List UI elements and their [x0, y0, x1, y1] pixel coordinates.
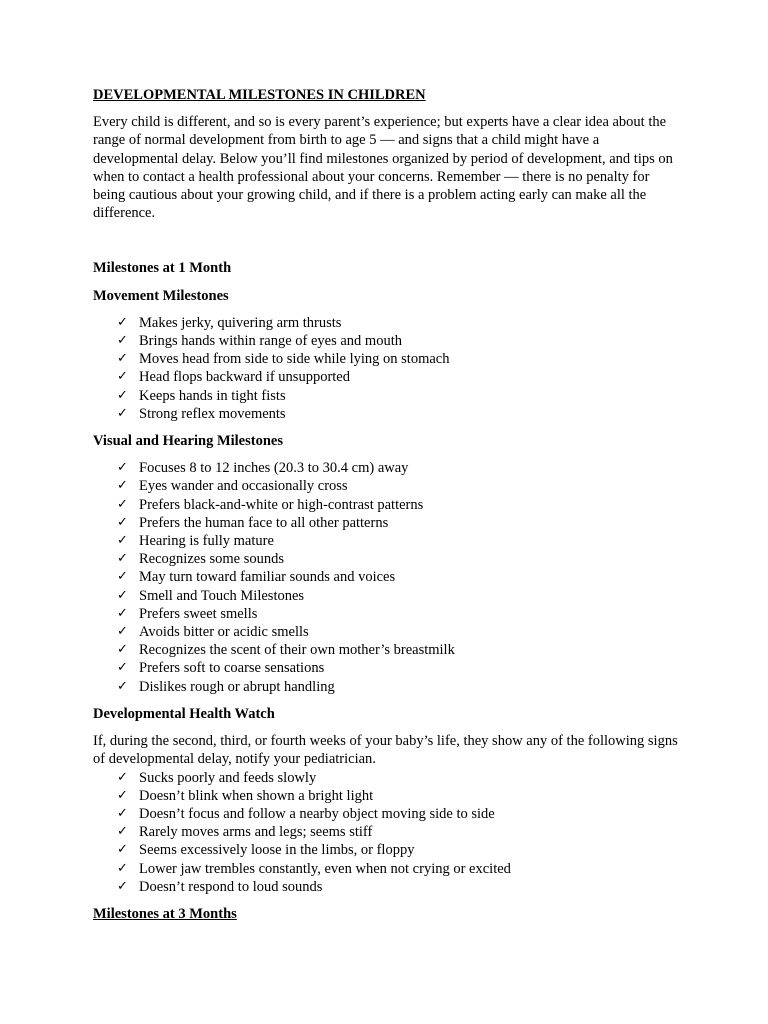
checkmark-icon: ✓: [117, 333, 128, 349]
list-item-text: Sucks poorly and feeds slowly: [139, 769, 317, 786]
list-item: [93, 477, 678, 495]
checkmark-icon: ✓: [117, 478, 128, 494]
list-item-text: Prefers sweet smells: [139, 605, 258, 622]
list-item: [93, 514, 678, 532]
checkmark-icon: ✓: [117, 369, 128, 385]
list-item-text: May turn toward familiar sounds and voices: [139, 569, 396, 586]
list-item: [93, 805, 678, 823]
list-item-text: Keeps hands in tight fists: [139, 387, 286, 404]
list-item: [93, 878, 678, 896]
list-item: [93, 860, 678, 878]
list-item-text: Strong reflex movements: [139, 405, 286, 422]
list-item: [93, 787, 678, 805]
health-watch-intro: If, during the second, third, or fourth weeks of your baby’s life, they show any of the following signs of developmental delay, notify your pediatrician.: [93, 733, 678, 768]
list-item: [93, 659, 678, 677]
checkmark-icon: ✓: [117, 787, 128, 803]
list-item: [93, 405, 678, 423]
list-item-text: Dislikes rough or abrupt handling: [139, 678, 335, 695]
list-item: [93, 332, 678, 350]
list-item: [93, 678, 678, 696]
checkmark-icon: ✓: [117, 642, 128, 658]
list-item: [93, 496, 678, 514]
list-item: [93, 350, 678, 368]
subheading-visual-hearing: Visual and Hearing Milestones: [93, 433, 283, 450]
checkmark-icon: ✓: [117, 860, 128, 876]
health-watch-checklist: [93, 769, 678, 896]
checkmark-icon: ✓: [117, 351, 128, 367]
visual-hearing-checklist: [93, 459, 678, 696]
checkmark-icon: ✓: [117, 624, 128, 640]
section-heading-1-month: Milestones at 1 Month: [93, 260, 232, 277]
checkmark-icon: ✓: [117, 878, 128, 894]
checkmark-icon: ✓: [117, 405, 128, 421]
list-item-text: Prefers the human face to all other patterns: [139, 514, 389, 531]
list-item-text: Doesn’t focus and follow a nearby object moving side to side: [139, 805, 495, 822]
list-item-text: Moves head from side to side while lying on stomach: [139, 351, 450, 368]
document-page: [93, 86, 678, 932]
list-item-text: Doesn’t blink when shown a bright light: [139, 787, 374, 804]
checkmark-icon: ✓: [117, 660, 128, 676]
list-item-text: Lower jaw trembles constantly, even when not crying or excited: [139, 860, 511, 877]
subheading-health-watch: Developmental Health Watch: [93, 705, 275, 722]
checkmark-icon: ✓: [117, 569, 128, 585]
checkmark-icon: ✓: [117, 514, 128, 530]
list-item-text: Head flops backward if unsupported: [139, 369, 350, 386]
checkmark-icon: ✓: [117, 824, 128, 840]
list-item: [93, 459, 678, 477]
checkmark-icon: ✓: [117, 314, 128, 330]
list-item-text: Recognizes some sounds: [139, 551, 284, 568]
list-item: [93, 532, 678, 550]
list-item: [93, 605, 678, 623]
spacer: [93, 222, 678, 259]
list-item-text: Eyes wander and occasionally cross: [139, 478, 348, 495]
subheading-movement: Movement Milestones: [93, 287, 229, 304]
list-item-text: Rarely moves arms and legs; seems stiff: [139, 824, 373, 841]
checkmark-icon: ✓: [117, 551, 128, 567]
checkmark-icon: ✓: [117, 769, 128, 785]
checkmark-icon: ✓: [117, 842, 128, 858]
list-item: [93, 823, 678, 841]
list-item-text: Prefers black-and-white or high-contrast patterns: [139, 496, 424, 513]
list-item: [93, 368, 678, 386]
checkmark-icon: ✓: [117, 496, 128, 512]
list-item-text: Recognizes the scent of their own mother’s breastmilk: [139, 642, 455, 659]
movement-checklist: [93, 314, 678, 423]
checkmark-icon: ✓: [117, 533, 128, 549]
list-item-text: Hearing is fully mature: [139, 533, 274, 550]
checkmark-icon: ✓: [117, 460, 128, 476]
list-item: [93, 769, 678, 787]
checkmark-icon: ✓: [117, 678, 128, 694]
section-heading-3-months: Milestones at 3 Months: [93, 905, 237, 922]
list-item-text: Makes jerky, quivering arm thrusts: [139, 314, 342, 331]
list-item-text: Brings hands within range of eyes and mouth: [139, 333, 402, 350]
list-item-text: Focuses 8 to 12 inches (20.3 to 30.4 cm) away: [139, 460, 409, 477]
checkmark-icon: ✓: [117, 605, 128, 621]
list-item-text: Seems excessively loose in the limbs, or floppy: [139, 842, 415, 859]
list-item-text: Prefers soft to coarse sensations: [139, 660, 325, 677]
checkmark-icon: ✓: [117, 587, 128, 603]
list-item: [93, 568, 678, 586]
list-item: [93, 550, 678, 568]
checkmark-icon: ✓: [117, 387, 128, 403]
list-item-text: Avoids bitter or acidic smells: [139, 624, 309, 641]
intro-paragraph: Every child is different, and so is every parent’s experience; but experts have a clear idea about the range of normal development from birth to age 5 — and signs that a child might have a developmental delay. Below you’ll find milestones organized by period of development, and tips on when to contact a health professional about your concerns. Remember — there is no penalty for being cautious about your growing child, and if there is a problem acting early can make all the difference.: [93, 114, 673, 222]
list-item: [93, 387, 678, 405]
list-item-text: Smell and Touch Milestones: [139, 587, 305, 604]
list-item: [93, 623, 678, 641]
document-title: DEVELOPMENTAL MILESTONES IN CHILDREN: [93, 87, 426, 103]
list-item: [93, 314, 678, 332]
list-item: [93, 587, 678, 605]
list-item-text: Doesn’t respond to loud sounds: [139, 878, 323, 895]
list-item: [93, 841, 678, 859]
checkmark-icon: ✓: [117, 805, 128, 821]
list-item: [93, 641, 678, 659]
